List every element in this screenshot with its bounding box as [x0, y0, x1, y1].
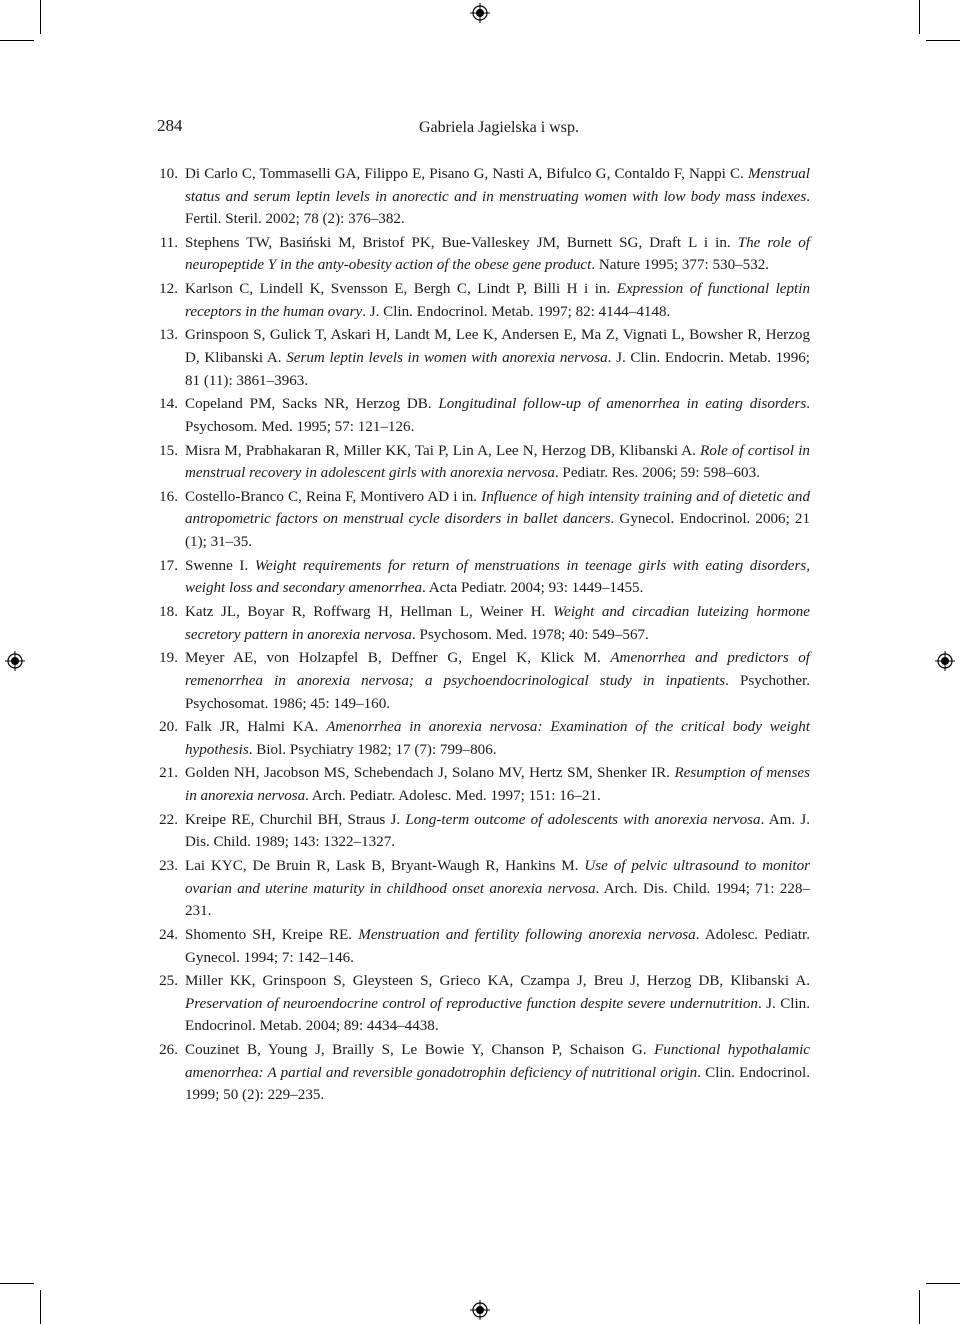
reference-source: . Nature 1995; 377: 530–532.	[591, 257, 770, 274]
reference-authors: Lai KYC, De Bruin R, Lask B, Bryant-Waugh R, Hankins M.	[185, 858, 585, 875]
reference-source: . Psychother. Psychosomat. 1986; 45: 149–160.	[185, 672, 810, 712]
reference-number: 18.	[159, 604, 178, 621]
reference-title: Amenorrhea in anorexia nervosa: Examination of the critical body weight hypothesis	[185, 719, 810, 758]
reference-authors: Katz JL, Boyar R, Roffwarg H, Hellman L, Weiner H.	[185, 604, 553, 621]
reference-item	[147, 1039, 810, 1107]
reference-number: 15.	[159, 442, 178, 459]
registration-mark-icon	[470, 1300, 490, 1320]
reference-item	[147, 278, 810, 323]
reference-title: Use of pelvic ultrasound to monitor ovarian and uterine maturity in childhood onset anorexia nervosa	[185, 858, 811, 897]
reference-number: 24.	[159, 926, 178, 943]
reference-title: Weight requirements for return of menstruations in teenage girls with eating disorders, weight loss and secondary amenorrhea	[185, 557, 810, 597]
reference-authors: Miller KK, Grinspoon S, Gleysteen S, Grieco KA, Czampa J, Breu J, Herzog DB, Klibanski A.	[185, 973, 810, 990]
reference-authors: Falk JR, Halmi KA.	[185, 719, 327, 736]
reference-item	[147, 809, 810, 854]
crop-mark-top-right-v	[919, 0, 920, 34]
reference-authors: Meyer AE, von Holzapfel B, Deffner G, Engel K, Klick M.	[185, 650, 611, 667]
crop-mark-top-right-h	[926, 40, 960, 41]
reference-source: . Arch. Dis. Child. 1994; 71: 228–231.	[185, 880, 810, 920]
reference-authors: Golden NH, Jacobson MS, Schebendach J, Solano MV, Hertz SM, Shenker IR.	[185, 765, 675, 782]
crop-mark-top-left-v	[40, 0, 41, 34]
reference-list	[147, 163, 810, 1108]
reference-number: 13.	[159, 327, 178, 344]
crop-mark-bottom-left-v	[40, 1290, 41, 1324]
reference-title: Menstrual status and serum leptin levels in anorectic and in menstruating women with low body mass indexes	[185, 166, 810, 205]
reference-authors: Misra M, Prabhakaran R, Miller KK, Tai P, Lin A, Lee N, Herzog DB, Klibanski A.	[185, 442, 701, 459]
reference-number: 14.	[159, 396, 178, 413]
reference-authors: Swenne I.	[185, 557, 255, 574]
reference-number: 23.	[159, 858, 178, 875]
reference-item	[147, 601, 810, 646]
reference-title: Resumption of menses in anorexia nervosa	[185, 765, 810, 805]
crop-mark-bottom-left-h	[0, 1283, 34, 1284]
reference-item	[147, 393, 810, 438]
reference-number: 26.	[159, 1042, 178, 1059]
reference-title: Serum leptin levels in women with anorexia nervosa	[286, 350, 608, 367]
reference-source: . Biol. Psychiatry 1982; 17 (7): 799–806.	[248, 741, 497, 758]
reference-number: 16.	[159, 488, 178, 505]
reference-authors: Kreipe RE, Churchil BH, Straus J.	[185, 811, 406, 828]
reference-source: . Acta Pediatr. 2004; 93: 1449–1455.	[422, 580, 644, 597]
reference-item	[147, 924, 810, 969]
registration-mark-icon	[5, 651, 25, 671]
reference-authors: Di Carlo C, Tommaselli GA, Filippo E, Pisano G, Nasti A, Bifulco G, Contaldo F, Nappi C.	[185, 166, 748, 182]
reference-source: . Am. J. Dis. Child. 1989; 143: 1322–1327.	[185, 811, 810, 851]
reference-number: 12.	[159, 281, 178, 298]
reference-title: Influence of high intensity training and of dietetic and antropometric factors on menstrual cycle disorders in ballet dancers	[185, 488, 810, 528]
reference-number: 10.	[159, 166, 178, 182]
reference-source: . Adolesc. Pediatr. Gynecol. 1994; 7: 142–146.	[185, 926, 810, 966]
reference-title: Expression of functional leptin receptors in the human ovary	[185, 281, 810, 320]
reference-title: Weight and circadian luteizing hormone secretory pattern in anorexia nervosa	[185, 604, 811, 643]
reference-source: . Psychosom. Med. 1995; 57: 121–126.	[185, 396, 810, 435]
registration-mark-icon	[935, 651, 955, 671]
reference-authors: Grinspoon S, Gulick T, Askari H, Landt M, Lee K, Andersen E, Ma Z, Vignati L, Bowsher R, Herzog D, Klibanski A.	[185, 327, 810, 367]
reference-item	[147, 716, 810, 761]
reference-number: 22.	[159, 811, 178, 828]
running-title: Gabriela Jagielska i wsp.	[419, 119, 579, 136]
reference-item	[147, 970, 810, 1038]
reference-number: 11.	[159, 234, 178, 251]
crop-mark-top-left-h	[0, 40, 34, 41]
reference-number: 25.	[159, 973, 178, 990]
reference-source: . Fertil. Steril. 2002; 78 (2): 376–382.	[185, 188, 810, 228]
reference-title: Longitudinal follow-up of amenorrhea in eating disorders	[438, 396, 807, 413]
reference-title: Functional hypothalamic amenorrhea: A partial and reversible gonadotrophin deficiency of nutritional origin	[185, 1042, 810, 1081]
reference-number: 19.	[159, 650, 178, 667]
reference-authors: Costello-Branco C, Reina F, Montivero AD i in.	[185, 488, 482, 505]
reference-source: . Gynecol. Endocrinol. 2006; 21 (1); 31–35.	[185, 511, 811, 551]
reference-number: 20.	[159, 719, 178, 736]
reference-source: . Pediatr. Res. 2006; 59: 598–603.	[554, 465, 760, 482]
reference-item	[147, 163, 810, 231]
reference-item	[147, 324, 810, 392]
reference-item	[147, 232, 810, 277]
reference-title: Preservation of neuroendocrine control of reproductive function despite severe undernutrition	[185, 995, 758, 1012]
crop-mark-bottom-right-v	[919, 1290, 920, 1324]
reference-item	[147, 647, 810, 715]
page-number: 284	[157, 116, 183, 135]
reference-source: . J. Clin. Endocrinol. Metab. 2004; 89: 4434–4438.	[185, 995, 811, 1035]
reference-source: . J. Clin. Endocrin. Metab. 1996; 81 (11): 3861–3963.	[185, 350, 810, 389]
reference-authors: Couzinet B, Young J, Brailly S, Le Bowie Y, Chanson P, Schaison G.	[185, 1042, 655, 1059]
reference-source: . Clin. Endocrinol. 1999; 50 (2): 229–235.	[185, 1064, 810, 1104]
reference-item	[147, 555, 810, 600]
registration-mark-icon	[470, 3, 490, 23]
reference-number: 21.	[159, 765, 178, 782]
reference-title: Long-term outcome of adolescents with anorexia nervosa	[405, 811, 761, 828]
reference-source: . Arch. Pediatr. Adolesc. Med. 1997; 151: 16–21.	[305, 788, 601, 805]
reference-authors: Karlson C, Lindell K, Svensson E, Bergh C, Lindt P, Billi H i in.	[185, 281, 617, 298]
reference-title: The role of neuropeptide Y in the anty-obesity action of the obese gene product	[185, 234, 810, 274]
reference-source: . J. Clin. Endocrinol. Metab. 1997; 82: 4144–4148.	[362, 303, 671, 320]
crop-mark-bottom-right-h	[926, 1283, 960, 1284]
reference-number: 17.	[159, 557, 178, 574]
reference-item	[147, 762, 810, 807]
reference-title: Menstruation and fertility following anorexia nervosa	[358, 926, 696, 943]
reference-authors: Stephens TW, Basiński M, Bristof PK, Bue-Valleskey JM, Burnett SG, Draft L i in.	[185, 234, 738, 251]
reference-authors: Shomento SH, Kreipe RE.	[185, 926, 359, 943]
reference-source: . Psychosom. Med. 1978; 40: 549–567.	[411, 626, 649, 643]
reference-item	[147, 855, 810, 923]
reference-authors: Copeland PM, Sacks NR, Herzog DB.	[185, 396, 439, 413]
reference-title: Amenorrhea and predictors of remenorrhea in anorexia nervosa; a psychoendocrinological study in inpatients	[185, 650, 810, 689]
reference-item	[147, 440, 810, 485]
reference-title: Role of cortisol in menstrual recovery in adolescent girls with anorexia nervosa	[185, 442, 810, 482]
reference-item	[147, 486, 810, 554]
